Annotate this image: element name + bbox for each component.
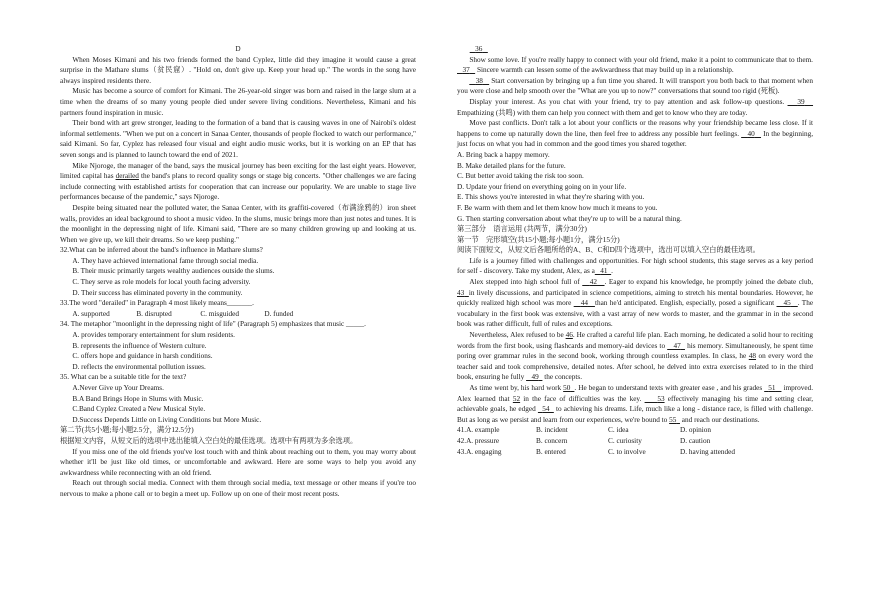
- question-33-options: [60, 309, 416, 320]
- question-34-option-c: C. offers hope and guidance in harsh conditions.: [72, 352, 213, 361]
- question-41-option-c: C. idea: [608, 426, 629, 435]
- question-35-option-d: D.Success Depends Little on Living Conditions but More Music.: [72, 415, 262, 424]
- part-3-instruction: 阅读下面短文，从短文后各题所给的A、B、C和D四个选项中，选出可以填入空白的最佳选项。: [457, 246, 760, 255]
- question-42-option-a: 42.A. pressure: [457, 436, 500, 445]
- left-column: [60, 44, 416, 500]
- passage-d-paragraph-2: Music has become a source of comfort for Kimani. The 26-year-old singer was born and raised in the large slum at a time when the dreams of so many young people died under severe living conditions. Nevertheless, Kimani and his partners found inspiration in music.: [60, 87, 416, 117]
- question-34-option-a: A. provides temporary entertainment for slum residents.: [72, 331, 235, 340]
- section-2-instruction: 根据短文内容，从短文后的选项中选出能填入空白处的最佳选项。选项中有两项为多余选项。: [60, 436, 358, 445]
- cloze-paragraph-1: Life is a journey filled with challenges and opportunities. For high school students, this stage serves as a key period for self - discovery. Take my student, Alex, as a 41 .: [457, 256, 813, 276]
- section-2-option-d: D. Update your friend on everything going on in your life.: [457, 182, 627, 191]
- underlined-word: derailed: [115, 172, 139, 181]
- question-34-option-b: B. represents the influence of Western culture.: [72, 341, 207, 350]
- blank-38: 38: [475, 76, 483, 85]
- blank-48: 48: [748, 352, 757, 361]
- blank-49: 49: [531, 373, 539, 382]
- question-33-stem: 33.The word "derailed" in Paragraph 4 most likely means_______.: [60, 299, 254, 308]
- blank-44: 44: [580, 299, 588, 308]
- blank-47: 47: [673, 341, 681, 350]
- question-33-option-a: A. supported: [72, 309, 110, 318]
- blank-52: 52: [512, 394, 521, 403]
- blank-40: 40: [747, 129, 755, 138]
- question-43-option-a: 43.A. engaging: [457, 447, 502, 456]
- passage-d-paragraph-3: Their bond with art grew stronger, leading to the formation of a band that is causing waves in one of Nairobi's oldest informal settlements. "When we put on a concert in Sanaa Center, thousands of people flocked to watch our performance," said Kimani. So far, Cyplez has released four visual and eight audio music works, but it is working on an EP that has seven songs and is planned to launch toward the end of 2021.: [60, 119, 416, 159]
- passage-d-paragraph-5: Despite being situated near the polluted water, the Sanaa Center, with its graffiti-covered（布满涂鸦的）iron sheet walls, provides an ideal background to shoot a music video. In the slums, music brings more than just notes and tunes. It is the moonlight in the depressing night of life. Kimani said, "There are so many children growing up and looking at us. When we give up, we kill their dreams. So we keep pushing.": [60, 203, 417, 244]
- section-2-paragraph-2: Reach out through social media. Connect with them through social media, text message or other means if you're too nervous to make a phone call or to begin a meet up. Follow up on one of their most recent posts.: [60, 479, 416, 498]
- question-42-option-b: B. concern: [536, 436, 568, 445]
- cloze-paragraph-3: Nevertheless, Alex refused to be 46. He crafted a careful life plan. Each morning, he dedicated a solid hour to reciting words from the first book, using flashcards and memory-aid devices to 47 his memory. Simultaneously, he spent time poring over grammar rules in the second book, working through countless examples. In class, he 48 on every word the teacher said and took comprehensive, detailed notes. After school, he delved into extra exercises related to in the third book, ensuring he fully 49 the concepts.: [457, 331, 814, 382]
- cloze-paragraph-2: Alex stepped into high school full of 42 . Eager to expand his knowledge, he promptly joined the debate club, 43 in lively discussions, and participated in science competitions, aiming to stretch his mental boundaries. However, he quickly realized high school was more 44 than he'd anticipated. English, especially, posed a significant 45 . The vocabulary in the first book was extensive, with a vast array of new words to master, and the grammar in in the second book was rather difficult, full of rules and exceptions.: [457, 278, 814, 329]
- blank-43: 43: [457, 288, 465, 297]
- section-2-paragraph-1: If you miss one of the old friends you've lost touch with and think about reaching out to them, you may worry about whether it'll be just like old times, or uncomfortable and awkward. Here are some ways to help you avoid any awkwardness while reconnecting with an old friend.: [60, 447, 416, 477]
- question-35-option-c: C.Band Cyplez Created a New Musical Style.: [72, 405, 206, 414]
- cloze-question-41: [457, 425, 813, 436]
- question-32-option-d: D. Their success has eliminated poverty in the community.: [72, 288, 243, 297]
- passage-d-paragraph-1: When Moses Kimani and his two friends formed the band Cyplez, little did they imagine it would cause a great surprise in the Mathare slums（贫民窟）. "Hold on, don't give up. Keep your head up." The words in the song have always inspired residents there.: [60, 55, 416, 85]
- question-32-option-a: A. They have achieved international fame through social media.: [72, 256, 259, 265]
- section-2-paragraph-3: Show some love. If you're really happy to connect with your old friend, make it a point to communicate that to them. 37 Sincere warmth can lessen some of the awkwardness that may build up in a relationship.: [457, 55, 813, 76]
- question-33-option-c: C. misguided: [200, 309, 239, 318]
- question-34-option-d: D. reflects the environmental pollution issues.: [72, 362, 206, 371]
- blank-54: 54: [542, 405, 550, 414]
- question-41-option-b: B. incident: [536, 426, 568, 435]
- question-43-option-d: D. having attended: [680, 447, 735, 456]
- section-2-paragraph-5: Display your interest. As you chat with your friend, try to pay attention and ask follow-up questions. 39 Empathizing (共鸣) with them can help you connect with them and get to know who they are today.: [457, 97, 813, 118]
- section-2-option-c: C. But better avoid taking the risk too soon.: [457, 172, 584, 181]
- part-3-header: 第三部分 语言运用 (共两节，满分30分): [457, 225, 587, 234]
- blank-41: 41: [600, 267, 608, 276]
- blank-39: 39: [797, 97, 805, 106]
- section-2-paragraph-6: Move past conflicts. Don't talk a lot about your conflicts or the reasons why your friendship became less close. If it happens to come up naturally down the line, then feel free to address any possible hurt feelings. 40 In the beginning, just focus on what you had in common and the good times you shared together.: [457, 119, 814, 149]
- section-2-option-a: A. Bring back a happy memory.: [457, 150, 550, 159]
- blank-55: 55: [669, 415, 677, 424]
- blank-36-line: [457, 44, 813, 55]
- question-32-stem: 32.What can be inferred about the band's influence in Mathare slums?: [60, 246, 263, 255]
- question-42-option-d: D. caution: [680, 436, 711, 445]
- question-33-option-d: D. funded: [264, 309, 294, 318]
- question-33-option-b: B. disrupted: [136, 309, 172, 318]
- section-2-paragraph-4: 38 Start conversation by bringing up a fun time you shared. It will transport you both back to that moment when you were close and help smooth over the "What are you up to now?" conversations that sound too rigid (死板).: [457, 76, 814, 96]
- question-41-option-a: 41.A. example: [457, 426, 500, 435]
- blank-45: 45: [783, 299, 791, 308]
- question-35-stem: 35. What can be a suitable title for the text?: [60, 373, 187, 382]
- blank-36: 36: [475, 45, 483, 53]
- question-32-option-b: B. Their music primarily targets wealthy audiences outside the slums.: [72, 267, 275, 276]
- part-3-section-1-header: 第一节 完形填空(共15小题;每小题1分，满分15分): [457, 235, 620, 244]
- blank-46: 46: [565, 331, 573, 340]
- section-2-option-b: B. Make detailed plans for the future.: [457, 161, 566, 170]
- blank-50: 50: [563, 384, 571, 392]
- question-34-stem: 34. The metaphor "moonlight in the depressing night of life" (Paragraph 5) emphasizes that music _____.: [60, 320, 366, 329]
- right-column: [457, 44, 813, 457]
- section-2-option-f: F. Be warm with them and let them know how much it means to you.: [457, 203, 658, 212]
- cloze-paragraph-4: As time went by, his hard work 50 . He began to understand texts with greater ease , and his grades 51 improved. Alex learned that 52 in the face of difficulties was the key. 53 effectively managing his time and setting clear, achievable goals, he edged 54 to achieving his dreams. Life, much like a long - distance race, is filled with challenge. But as long as we persist and learn from our experiences, we're bound to 55 and reach our destinations.: [457, 384, 814, 424]
- question-35-option-a: A.Never Give up Your Dreams.: [72, 384, 164, 392]
- blank-42: 42: [589, 278, 598, 287]
- passage-d-paragraph-4: Mike Njoroge, the manager of the band, says the musical journey has been exciting for the last eight years. However, limited capital has derailed the band's plans to record quality songs or stage big concerts. "Other challenges we are facing include connecting with established artists for cooperation that can increase our popularity. We are unable to stage live performances because of the pandemic," says Njoroge.: [60, 161, 416, 202]
- question-42-option-c: C. curiosity: [608, 436, 642, 445]
- cloze-question-42: [457, 436, 813, 447]
- passage-d-label: D: [235, 45, 241, 53]
- section-2-option-g: G. Then starting conversation about what they're up to will be a natural thing.: [457, 214, 682, 223]
- blank-53: 53: [657, 394, 665, 403]
- question-43-option-c: C. to involve: [608, 447, 646, 456]
- question-32-option-c: C. They serve as role models for local youth facing adversity.: [72, 278, 251, 287]
- question-43-option-b: B. entered: [536, 447, 566, 456]
- blank-51: 51: [768, 384, 776, 392]
- question-41-option-d: D. opinion: [680, 426, 712, 435]
- section-2-option-e: E. This shows you're interested in what they're sharing with you.: [457, 193, 645, 202]
- cloze-question-43: [457, 447, 813, 458]
- blank-37: 37: [462, 66, 470, 75]
- question-35-option-b: B.A Band Brings Hope in Slums with Music.: [72, 394, 204, 403]
- section-2-header: 第二节(共5小题;每小题2.5分，满分12.5分): [60, 426, 194, 435]
